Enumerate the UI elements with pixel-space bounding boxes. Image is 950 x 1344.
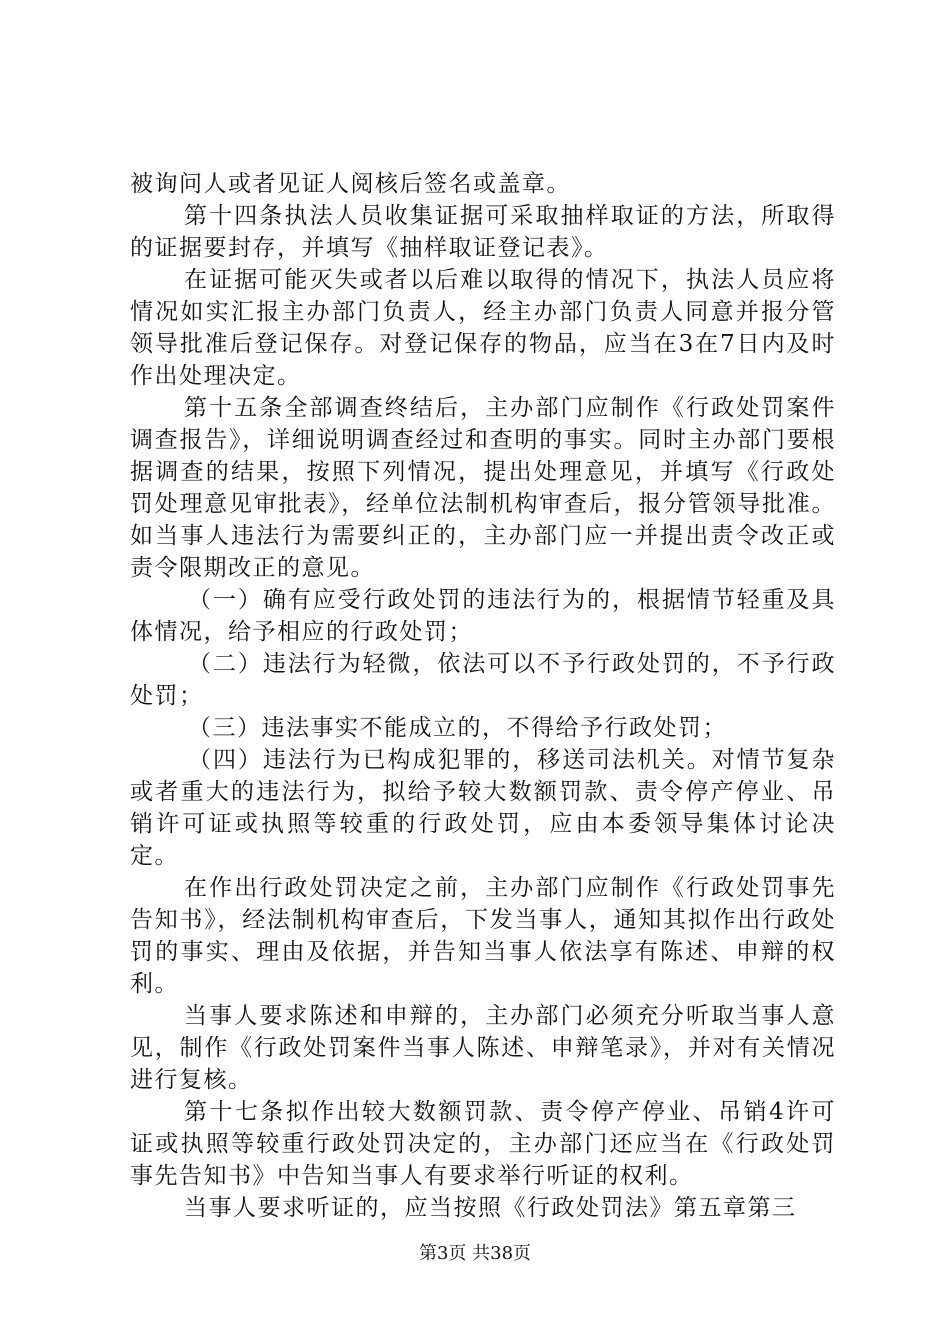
list-item: （二）违法行为轻微，依法可以不予行政处罚的，不予行政处罚； <box>130 651 836 709</box>
paragraph: 第十四条执法人员收集证据可采取抽样取证的方法，所取得的证据要封存，并填写《抽样取证登记表》。 <box>130 203 836 261</box>
paragraph: 被询问人或者见证人阅核后签名或盖章。 <box>130 171 571 197</box>
document-body <box>130 168 836 1224</box>
paragraph: 当事人要求听证的，应当按照《行政处罚法》第五章第三 <box>184 1195 797 1221</box>
paragraph: 第十七条拟作出较大数额罚款、责令停产停业、吊销4许可证或执照等较重行政处罚决定的，主办部门还应当在《行政处罚事先告知书》中告知当事人有要求举行听证的权利。 <box>130 1099 836 1189</box>
list-item: （三）违法事实不能成立的，不得给予行政处罚； <box>188 715 727 741</box>
page-number: 第3页 共38页 <box>418 1243 532 1264</box>
paragraph: 在证据可能灭失或者以后难以取得的情况下，执法人员应将情况如实汇报主办部门负责人，经主办部门负责人同意并报分管领导批准后登记保存。对登记保存的物品，应当在3在7日内及时作出处理决定。 <box>130 267 836 389</box>
paragraph: 在作出行政处罚决定之前，主办部门应制作《行政处罚事先告知书》，经法制机构审查后，下发当事人，通知其拟作出行政处罚的事实、理由及依据，并告知当事人依法享有陈述、申辩的权利。 <box>130 875 836 997</box>
paragraph: 当事人要求陈述和申辩的，主办部门必须充分听取当事人意见，制作《行政处罚案件当事人陈述、申辩笔录》，并对有关情况进行复核。 <box>130 1003 836 1093</box>
list-item: （四）违法行为已构成犯罪的，移送司法机关。对情节复杂或者重大的违法行为，拟给予较大数额罚款、责令停产停业、吊销许可证或执照等较重的行政处罚，应由本委领导集体讨论决定。 <box>130 747 836 869</box>
list-item: （一）确有应受行政处罚的违法行为的，根据情节轻重及具体情况，给予相应的行政处罚； <box>130 587 836 645</box>
paragraph: 第十五条全部调查终结后，主办部门应制作《行政处罚案件调查报告》，详细说明调查经过和查明的事实。同时主办部门要根据调查的结果，按照下列情况，提出处理意见，并填写《行政处罚处理意见审批表》，经单位法制机构审查后，报分管领导批准。如当事人违法行为需要纠正的，主办部门应一并提出责令改正或责令限期改正的意见。 <box>130 395 836 581</box>
